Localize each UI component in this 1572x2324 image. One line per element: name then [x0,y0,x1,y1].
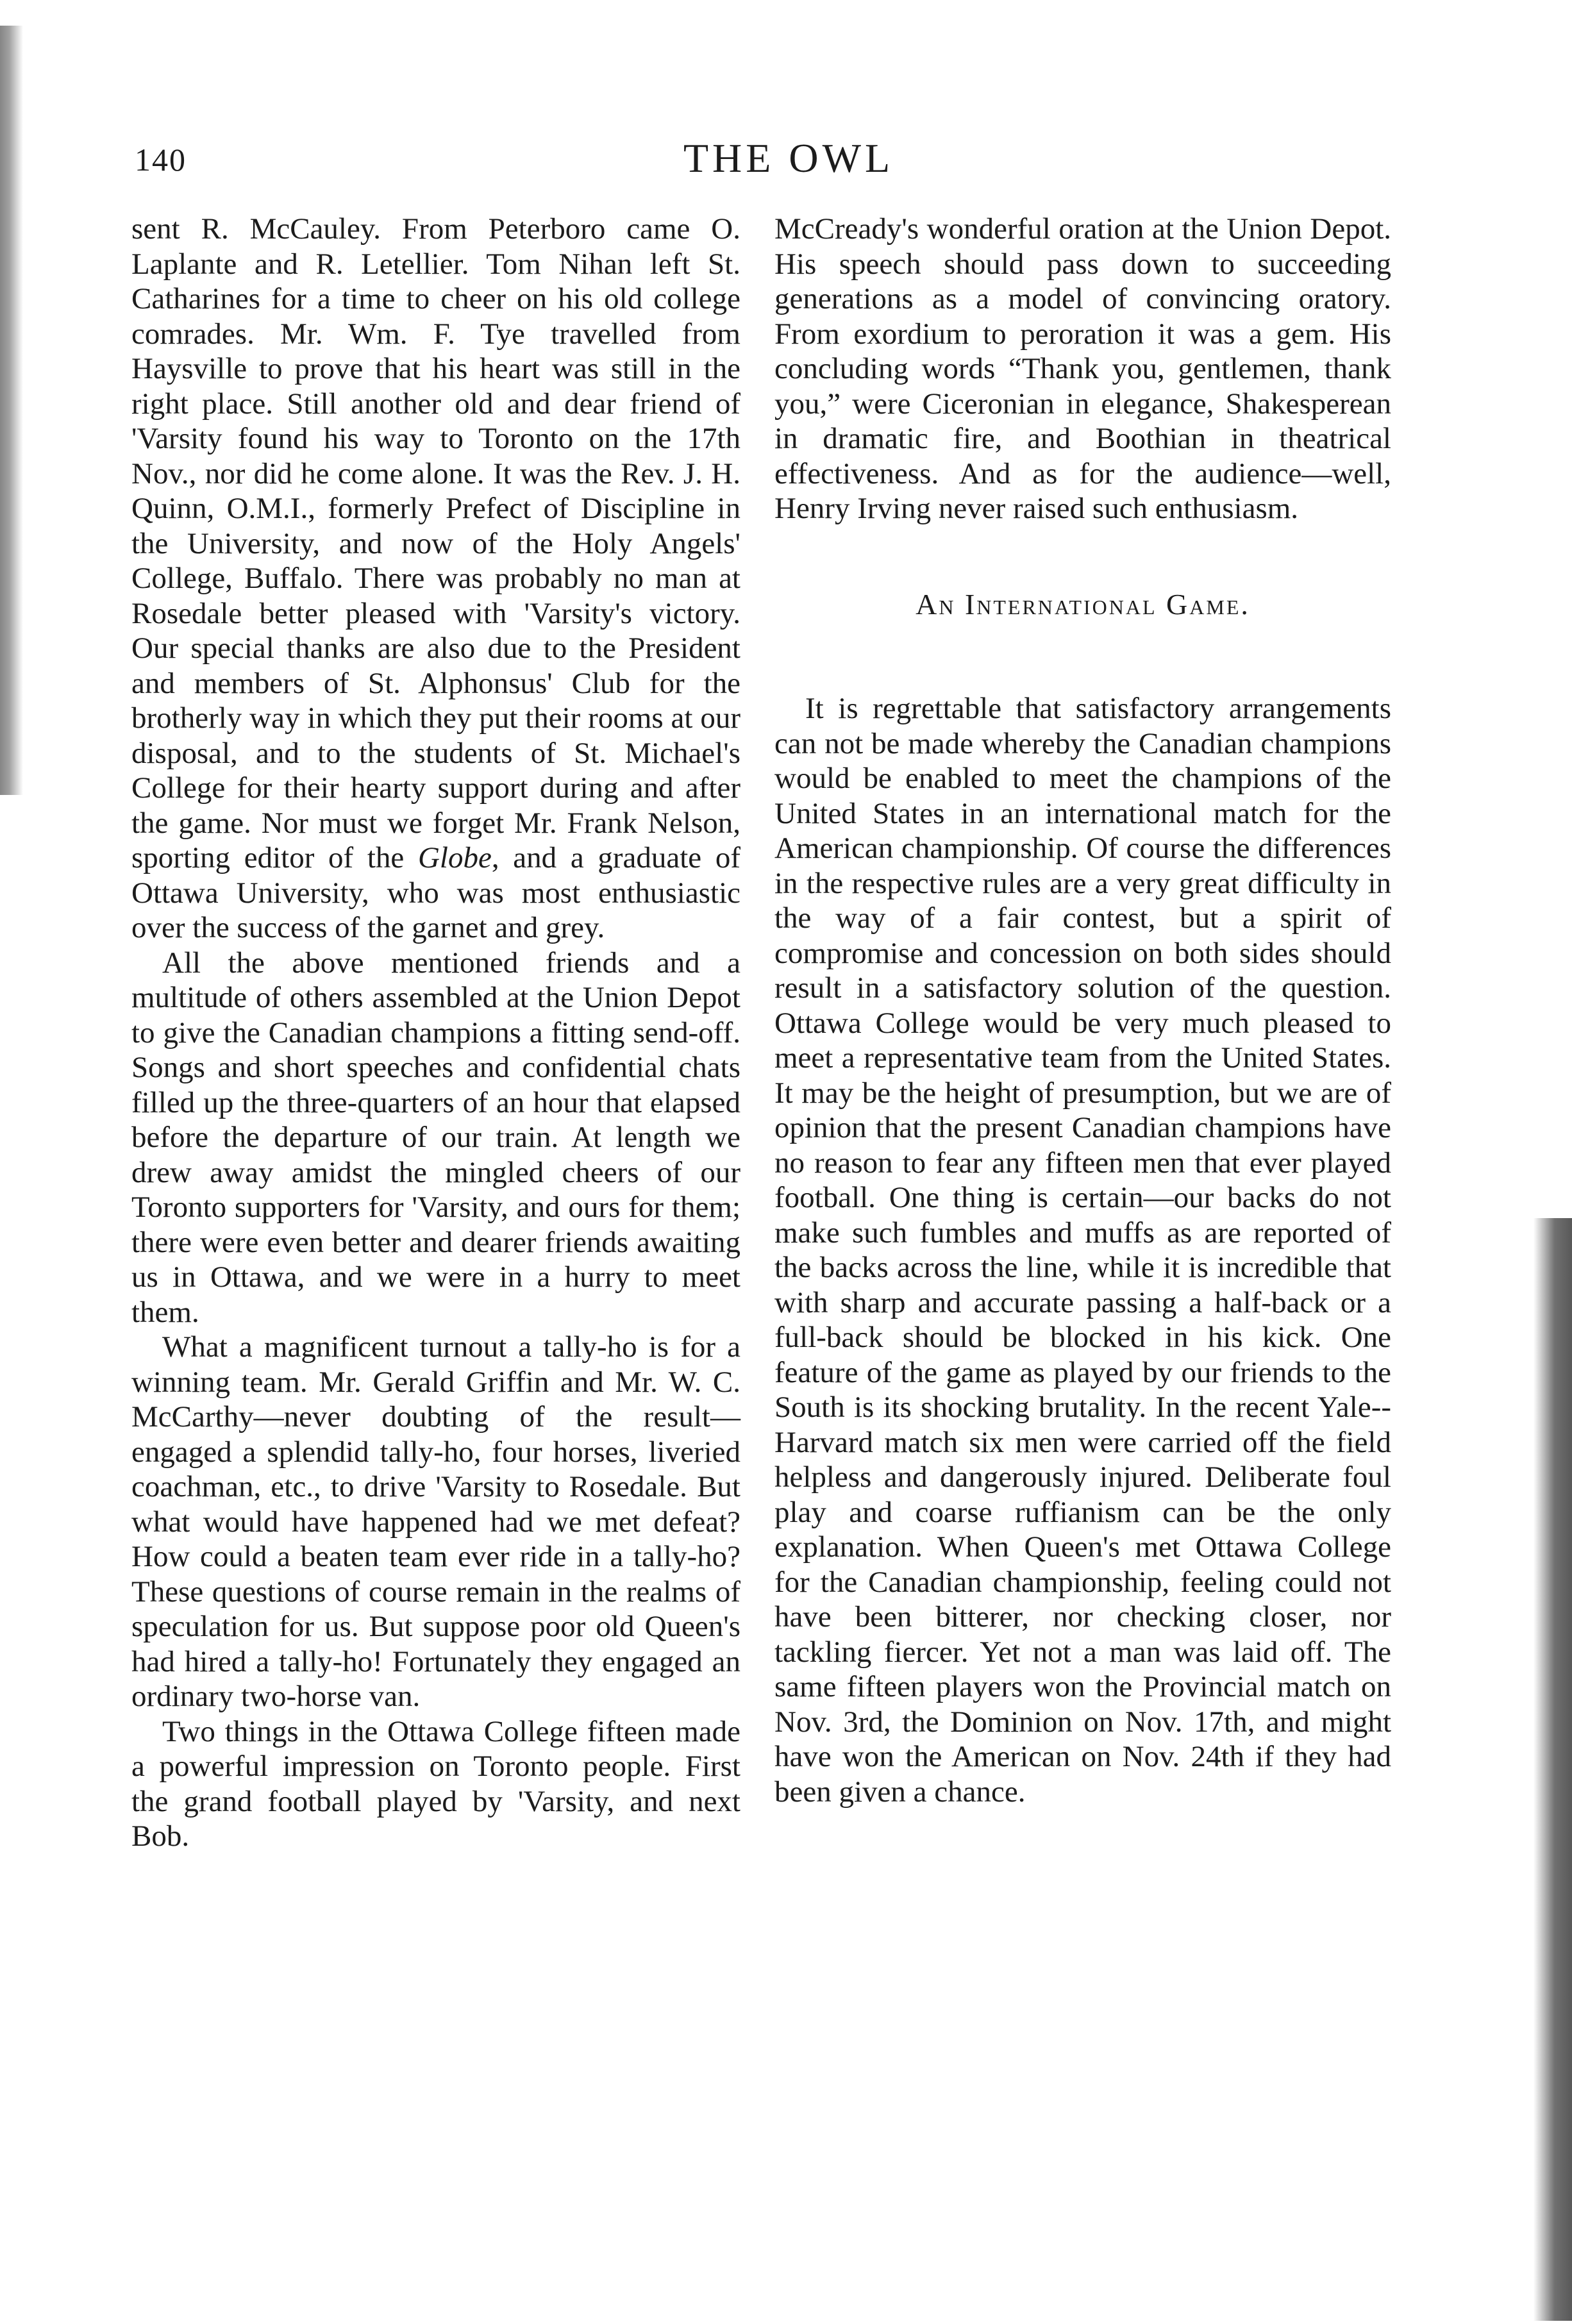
left-column [131,212,740,1854]
paragraph: Two things in the Ottawa College fifteen made a powerful impression on Toronto people. First the grand football played by 'Varsity, and next Bob. [131,1714,740,1853]
running-head [135,135,1442,186]
page-number: 140 [135,142,187,178]
paragraph: All the above mentioned friends and a multitude of others assembled at the Union Depot to give the Canadian champions a fitting send-off. Songs and short speeches and confidential chats filled up the three-quarters of an hour that elapsed before the departure of our train. At length we drew away amidst the mingled cheers of our Toronto supporters for 'Varsity, and ours for them; there were even better and dearer friends awaiting us in Ottawa, and we were in a hurry to meet them. [131,946,740,1329]
paragraph: McCready's wonderful oration at the Union Depot. His speech should pass down to succeeding generations as a model of convincing oratory. From exordium to peroration it was a gem. His concluding words “Thank you, gentlemen, thank you,” were Ciceronian in elegance, Shakesperean in dramatic fire, and Boothian in theatrical effectiveness. And as for the audience—well, Henry Irving never raised such enthusiasm. [774,212,1391,525]
page-edge-shadow-left [0,26,23,795]
page-edge-shadow-right [1534,1218,1572,2321]
journal-title: THE OWL [683,135,894,181]
paragraph: sent R. McCauley. From Peterboro came O. Laplante and R. Letellier. Tom Nihan left St. Catharines for a time to cheer on his old college comrades. Mr. Wm. F. Tye travelled from Haysville to prove that his heart was still in the right place. Still another old and dear friend of 'Varsity found his way to Toronto on the 17th Nov., nor did he come alone. It was the Rev. J. H. Quinn, O.M.I., formerly Prefect of Discipline in the University, and now of the Holy Angels' College, Buffalo. There was probably no man at Rosedale better pleased with 'Varsity's victory. Our special thanks are also due to the President and members of St. Alphonsus' Club for the brotherly way in which they put their rooms at our disposal, and to the students of St. Michael's College for their hearty support during and after the game. Nor must we forget Mr. Frank Nelson, sporting editor of the Globe, and a graduate of Ottawa University, who was most enthusiastic over the success of the garnet and grey. [131,212,740,944]
section-heading: An International Game. [916,587,1250,621]
right-column [774,212,1391,1809]
paragraph: It is regrettable that satisfactory arrangements can not be made whereby the Canadian champions would be enabled to meet the champions of the United States in an international match for the American championship. Of course the differences in the respective rules are a very great difficulty in the way of a fair contest, but a spirit of compromise and concession on both sides should result in a satisfactory solution of the question. Ottawa College would be very much pleased to meet a representative team from the United States. It may be the height of presumption, but we are of opinion that the present Canadian champions have no reason to fear any fifteen men that ever played football. One thing is certain—our backs do not make such fumbles and muffs as are reported of the backs across the line, while it is incredible that with sharp and accurate passing a half-back or a full-back should be blocked in his kick. One feature of the game as played by our friends to the South is its shocking brutality. In the recent Yale--Harvard match six men were carried off the field helpless and dangerously injured. Deliberate foul play and coarse ruffianism can be the only explanation. When Queen's met Ottawa College for the Canadian championship, feeling could not have been bitterer, nor checking closer, nor tackling fiercer. Yet not a man was laid off. The same fifteen players won the Provincial match on Nov. 3rd, the Dominion on Nov. 17th, and might have won the American on Nov. 24th if they had been given a chance. [774,692,1391,1809]
paragraph: What a magnificent turnout a tally-ho is for a winning team. Mr. Gerald Griffin and Mr. W. C. McCarthy—never doubting of the result—engaged a splendid tally-ho, four horses, liveried coachman, etc., to drive 'Varsity to Rosedale. But what would have happened had we met defeat? How could a beaten team ever ride in a tally-ho? These questions of course remain in the realms of speculation for us. But suppose poor old Queen's had hired a tally-ho! Fortunately they engaged an ordinary two-horse van. [131,1330,740,1713]
newspaper-title: Globe [417,841,492,874]
